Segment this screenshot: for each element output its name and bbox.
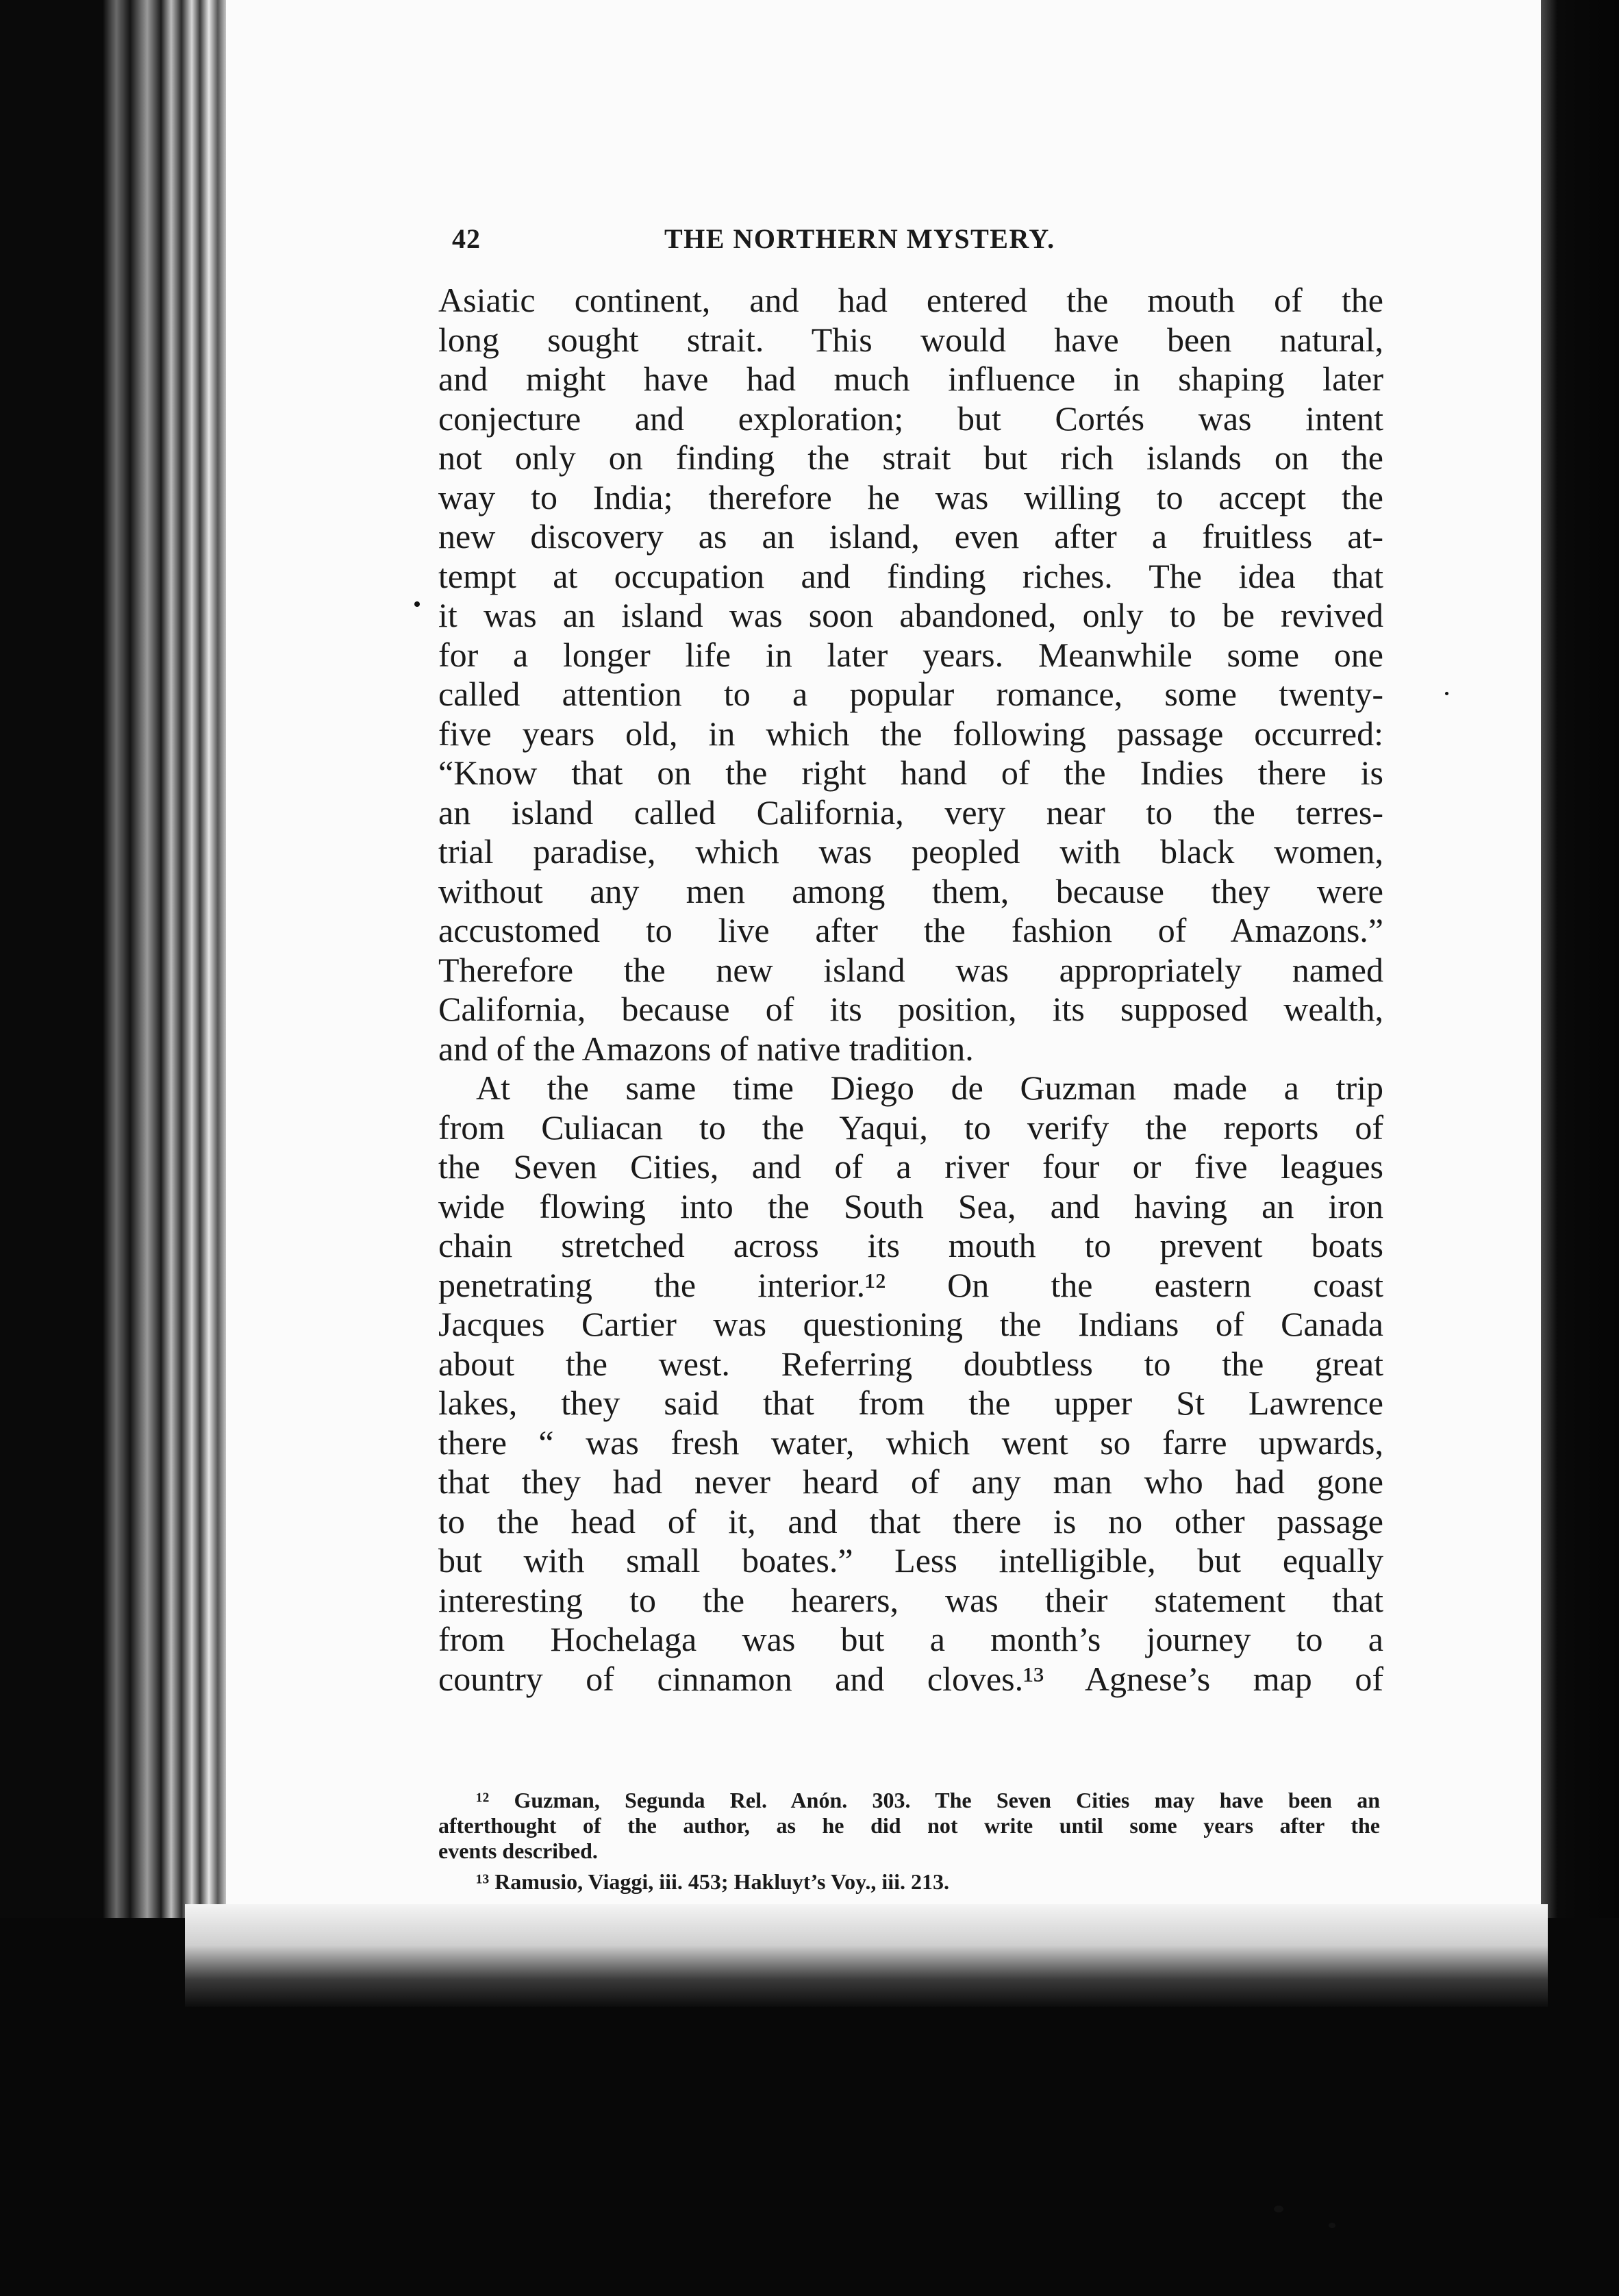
footnote-line: events described. [438,1838,598,1863]
text-line: penetrating the interior.¹² On the eastern coast [438,1265,1383,1304]
scan-speck [1274,2206,1283,2212]
page-number: 42 [452,223,481,254]
running-head: THE NORTHERN MYSTERY. [664,223,1055,254]
footnote-line: ¹² Guzman, Segunda Rel. Anón. 303. The Seven Cities may have been an [476,1788,1380,1812]
text-line: Jacques Cartier was questioning the Indians of Canada [438,1305,1383,1343]
text-line: to the head of it, and that there is no other passage [438,1501,1383,1540]
scan-speck [1445,692,1448,695]
text-line: from Culiacan to the Yaqui, to verify the reports of [438,1108,1383,1147]
text-line: interesting to the hearers, was their statement that [438,1580,1383,1619]
footnotes [438,1788,1380,1895]
text-line: “Know that on the right hand of the Indies there is [438,753,1383,792]
page-bottom-shadow [185,1904,1548,2007]
text-line: for a longer life in later years. Meanwhile some one [438,635,1383,674]
text-line: Therefore the new island was appropriately named [438,950,1383,989]
text-line: and might have had much influence in shaping later [438,360,1383,398]
body-text [438,281,1383,1699]
text-line: lakes, they said that from the upper St Lawrence [438,1384,1383,1422]
text-line: an island called California, very near to the terres- [438,793,1383,832]
text-line: and of the Amazons of native tradition. [438,1029,974,1068]
text-line: new discovery as an island, even after a fruitless at- [438,517,1383,556]
text-line: country of cinnamon and cloves.¹³ Agnese’s map of [438,1659,1383,1698]
text-line: without any men among them, because they were [438,871,1383,910]
text-line: trial paradise, which was peopled with black women, [438,832,1383,871]
text-line: wide flowing into the South Sea, and having an iron [438,1186,1383,1225]
text-line: from Hochelaga was but a month’s journey to a [438,1620,1383,1658]
page-header [452,223,1383,264]
text-line: five years old, in which the following passage occurred: [438,714,1383,753]
footnote-line: ¹³ Ramusio, Viaggi, iii. 453; Hakluyt’s Voy., iii. 213. [476,1869,949,1894]
text-line: Asiatic continent, and had entered the mouth of the [438,281,1383,319]
text-line: there “ was fresh water, which went so farre upwards, [438,1423,1383,1462]
text-line: tempt at occupation and finding riches. The idea that [438,556,1383,595]
text-line: chain stretched across its mouth to prevent boats [438,1226,1383,1264]
text-line: called attention to a popular romance, some twenty- [438,675,1383,713]
text-line: California, because of its position, its supposed wealth, [438,990,1383,1028]
text-line: it was an island was soon abandoned, only to be revived [438,596,1383,634]
text-line: about the west. Referring doubtless to the great [438,1344,1383,1383]
text-line: the Seven Cities, and of a river four or five leagues [438,1147,1383,1186]
text-line: conjecture and exploration; but Cortés was intent [438,399,1383,438]
scan-speck [1329,2223,1335,2228]
text-line: long sought strait. This would have been natural, [438,320,1383,359]
text-line: that they had never heard of any man who had gone [438,1462,1383,1501]
text-line: way to India; therefore he was willing to accept the [438,477,1383,516]
text-line: but with small boates.” Less intelligible, but equally [438,1541,1383,1580]
scan-speck [414,601,420,607]
text-line: not only on finding the strait but rich islands on the [438,438,1383,477]
text-line: accustomed to live after the fashion of Amazons.” [438,911,1383,949]
text-line: At the same time Diego de Guzman made a trip [476,1069,1383,1107]
footnote-line: afterthought of the author, as he did not write until some years after the [438,1813,1380,1838]
